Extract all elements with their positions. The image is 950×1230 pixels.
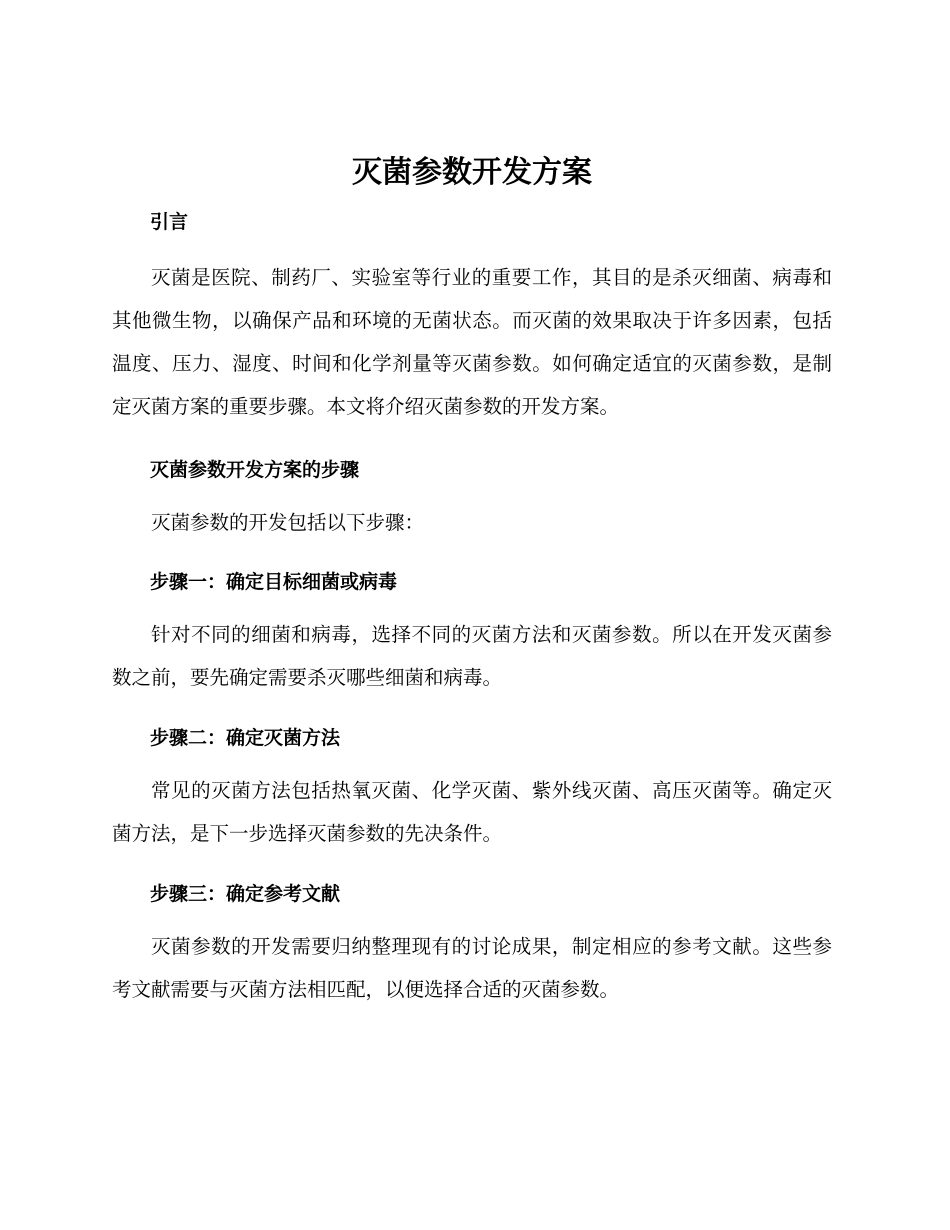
section-heading-steps: 灭菌参数开发方案的步骤 xyxy=(150,459,360,481)
section-paragraph-step-two: 常见的灭菌方法包括热氧灭菌、化学灭菌、紫外线灭菌、高压灭菌等。确定灭菌方法，是下一步选择灭菌参数的先决条件。 xyxy=(112,779,832,845)
section-paragraph-step-three: 灭菌参数的开发需要归纳整理现有的讨论成果，制定相应的参考文献。这些参考文献需要与灭菌方法相匹配，以便选择合适的灭菌参数。 xyxy=(112,935,832,1001)
document-title: 灭菌参数开发方案 xyxy=(352,155,592,190)
section-paragraph-steps: 灭菌参数的开发包括以下步骤： xyxy=(151,511,425,534)
document-body xyxy=(112,150,832,1011)
section-paragraph-step-one: 针对不同的细菌和病毒，选择不同的灭菌方法和灭菌参数。所以在开发灭菌参数之前，要先确定需要杀灭哪些细菌和病毒。 xyxy=(112,623,832,689)
section-heading-step-three: 步骤三：确定参考文献 xyxy=(150,883,341,905)
section-heading-introduction: 引言 xyxy=(150,211,189,233)
section-heading-step-two: 步骤二：确定灭菌方法 xyxy=(150,727,341,749)
section-heading-step-one: 步骤一：确定目标细菌或病毒 xyxy=(150,571,398,593)
section-paragraph-introduction: 灭菌是医院、制药厂、实验室等行业的重要工作，其目的是杀灭细菌、病毒和其他微生物，以确保产品和环境的无菌状态。而灭菌的效果取决于许多因素，包括温度、压力、湿度、时间和化学剂量等灭菌参数。如何确定适宜的灭菌参数，是制定灭菌方案的重要步骤。本文将介绍灭菌参数的开发方案。 xyxy=(112,266,832,418)
